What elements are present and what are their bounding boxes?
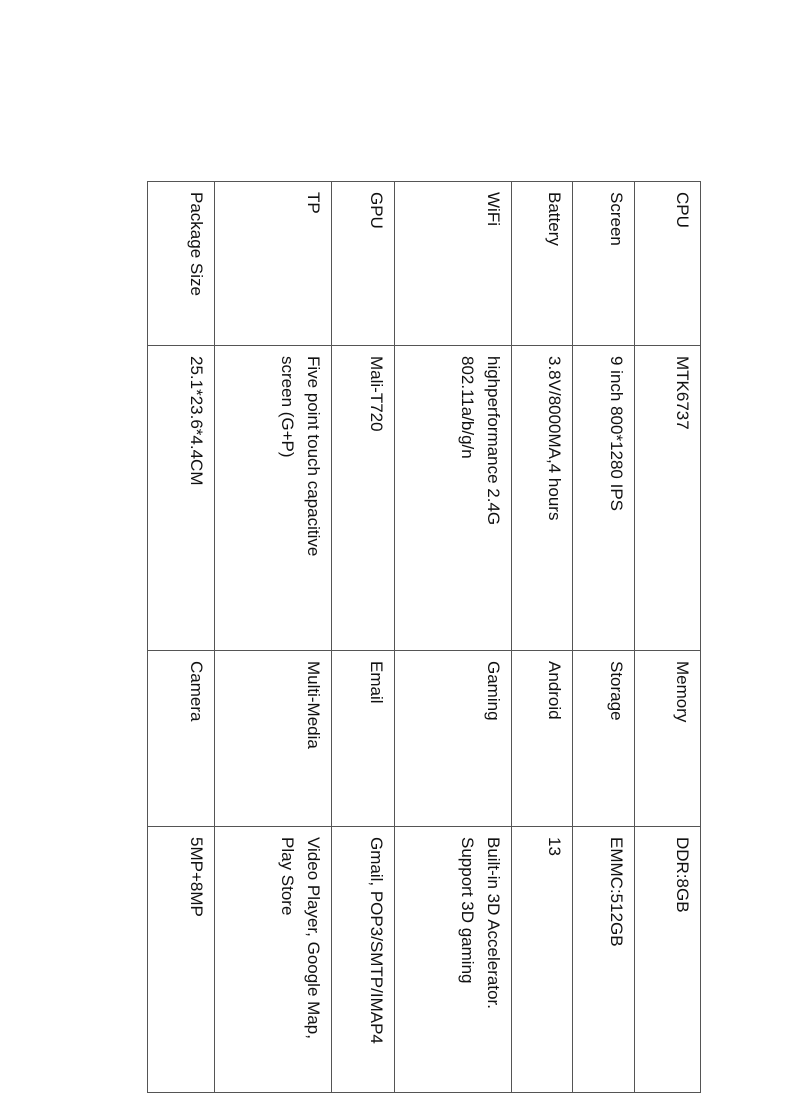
table-row xyxy=(573,182,635,1093)
spec-value: 13 xyxy=(512,827,573,1093)
spec-label: Storage xyxy=(573,651,635,827)
table-row xyxy=(332,182,395,1093)
spec-label: GPU xyxy=(332,182,395,346)
spec-label: Multi-Media xyxy=(215,651,332,827)
spec-label: Gaming xyxy=(395,651,512,827)
spec-label: Screen xyxy=(573,182,635,346)
spec-value-line: Play Store xyxy=(278,837,297,916)
spec-value-line: highperformance 2.4G xyxy=(484,356,503,526)
table-row xyxy=(148,182,215,1093)
spec-value: 5MP+8MP xyxy=(148,827,215,1093)
spec-value xyxy=(395,827,512,1093)
spec-value: 9 inch 800*1280 IPS xyxy=(573,346,635,651)
spec-label: Camera xyxy=(148,651,215,827)
spec-label: Android xyxy=(512,651,573,827)
spec-label: Email xyxy=(332,651,395,827)
spec-value: DDR:8GB xyxy=(635,827,701,1093)
spec-value: MTK6737 xyxy=(635,346,701,651)
table-row xyxy=(395,182,512,1093)
table-row xyxy=(215,182,332,1093)
spec-value: 25.1*23.6*4.4CM xyxy=(148,346,215,651)
spec-value xyxy=(395,346,512,651)
spec-value-line: Video Player, Google Map, xyxy=(304,837,323,1039)
spec-value-line: Support 3D gaming xyxy=(458,837,477,984)
spec-value: Mali-T720 xyxy=(332,346,395,651)
table-row xyxy=(512,182,573,1093)
spec-value xyxy=(215,827,332,1093)
spec-table xyxy=(147,181,701,1093)
spec-value-line: Five point touch capacitive xyxy=(304,356,323,557)
spec-value: Gmail, POP3/SMTP/IMAP4 xyxy=(332,827,395,1093)
spec-label: Memory xyxy=(635,651,701,827)
spec-value: EMMC:512GB xyxy=(573,827,635,1093)
spec-label: CPU xyxy=(635,182,701,346)
spec-label: WiFi xyxy=(395,182,512,346)
table-row xyxy=(635,182,701,1093)
spec-label: Battery xyxy=(512,182,573,346)
spec-value-line: 802.11a/b/g/n xyxy=(458,356,477,459)
spec-value-line: screen (G+P) xyxy=(278,356,297,458)
spec-label: Package Size xyxy=(148,182,215,346)
spec-value-line: Built-in 3D Accelerator. xyxy=(484,837,503,1009)
spec-value xyxy=(215,346,332,651)
spec-value: 3.8V/8000MA,4 hours xyxy=(512,346,573,651)
spec-label: TP xyxy=(215,182,332,346)
